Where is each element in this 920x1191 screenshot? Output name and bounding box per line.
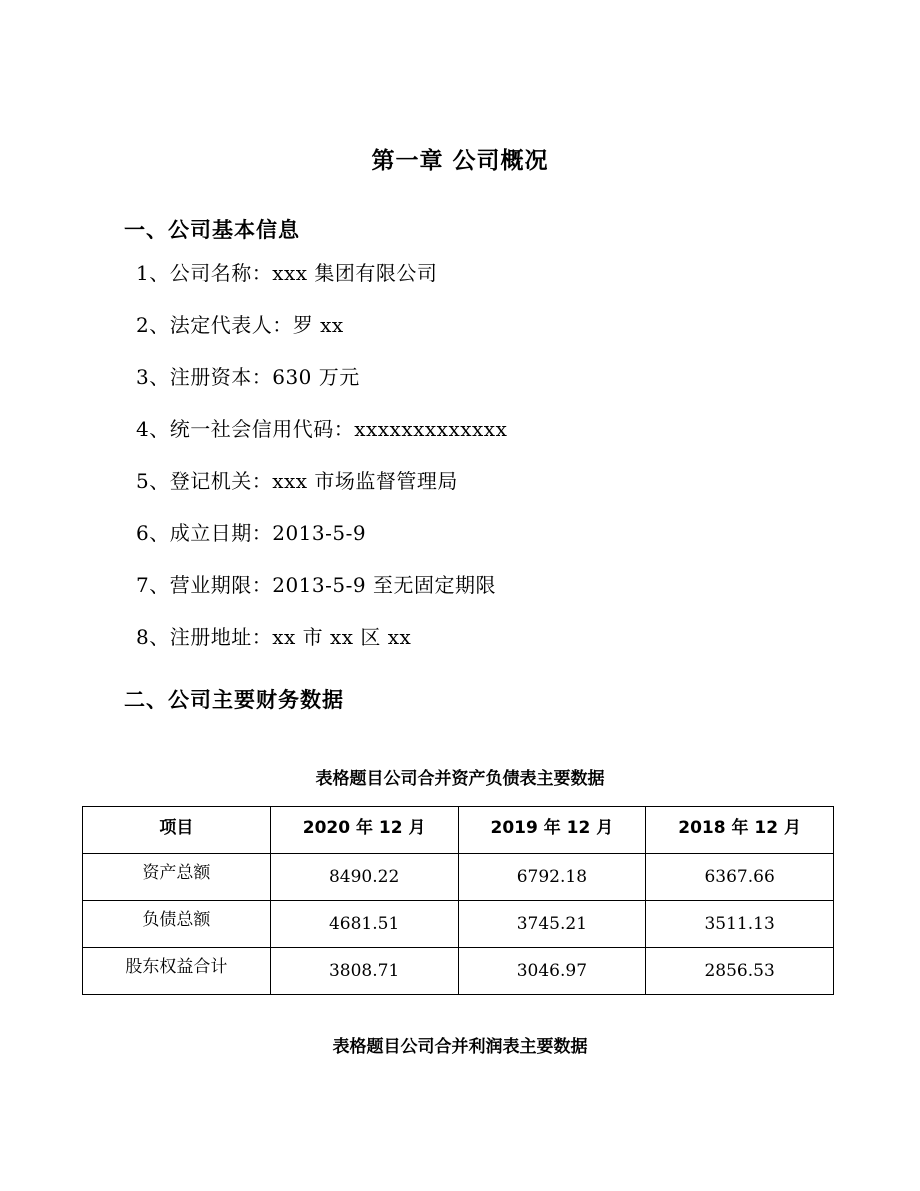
info-item-registration-authority: 5、登记机关：xxx 市场监督管理局 bbox=[136, 469, 458, 493]
table-cell: 8490.22 bbox=[270, 854, 458, 901]
table-cell: 6367.66 bbox=[646, 854, 834, 901]
table-row bbox=[83, 901, 834, 948]
table-cell: 4681.51 bbox=[270, 901, 458, 948]
table-row bbox=[83, 854, 834, 901]
info-item-legal-representative: 2、法定代表人：罗 xx bbox=[136, 313, 344, 337]
table-header-2020: 2020 年 12 月 bbox=[270, 807, 458, 854]
info-item-registered-address: 8、注册地址：xx 市 xx 区 xx bbox=[136, 625, 412, 649]
table-header-item: 项目 bbox=[83, 807, 271, 854]
table-cell: 2856.53 bbox=[646, 948, 834, 995]
table-cell: 3745.21 bbox=[458, 901, 646, 948]
info-item-registered-capital: 3、注册资本：630 万元 bbox=[136, 365, 360, 389]
table-cell-label: 负债总额 bbox=[83, 901, 271, 948]
section-heading-financial-data: 二、公司主要财务数据 bbox=[124, 688, 344, 712]
info-item-business-term: 7、营业期限：2013-5-9 至无固定期限 bbox=[136, 573, 496, 597]
table-header-row bbox=[83, 807, 834, 854]
section-heading-basic-info: 一、公司基本信息 bbox=[124, 218, 300, 242]
balance-sheet-table bbox=[82, 806, 834, 995]
table-cell-label: 资产总额 bbox=[83, 854, 271, 901]
table-header-2019: 2019 年 12 月 bbox=[458, 807, 646, 854]
info-item-establishment-date: 6、成立日期：2013-5-9 bbox=[136, 521, 367, 545]
table-cell: 6792.18 bbox=[458, 854, 646, 901]
info-item-company-name: 1、公司名称：xxx 集团有限公司 bbox=[136, 261, 438, 285]
info-item-credit-code: 4、统一社会信用代码：xxxxxxxxxxxxx bbox=[136, 417, 508, 441]
table-cell: 3808.71 bbox=[270, 948, 458, 995]
income-statement-table-caption: 表格题目公司合并利润表主要数据 bbox=[332, 1037, 588, 1057]
table-cell: 3046.97 bbox=[458, 948, 646, 995]
table-cell-label: 股东权益合计 bbox=[83, 948, 271, 995]
table-cell: 3511.13 bbox=[646, 901, 834, 948]
table-row bbox=[83, 948, 834, 995]
balance-sheet-table-caption: 表格题目公司合并资产负债表主要数据 bbox=[315, 769, 605, 789]
company-info-list bbox=[136, 258, 507, 674]
chapter-title: 第一章 公司概况 bbox=[371, 148, 549, 174]
table-header-2018: 2018 年 12 月 bbox=[646, 807, 834, 854]
